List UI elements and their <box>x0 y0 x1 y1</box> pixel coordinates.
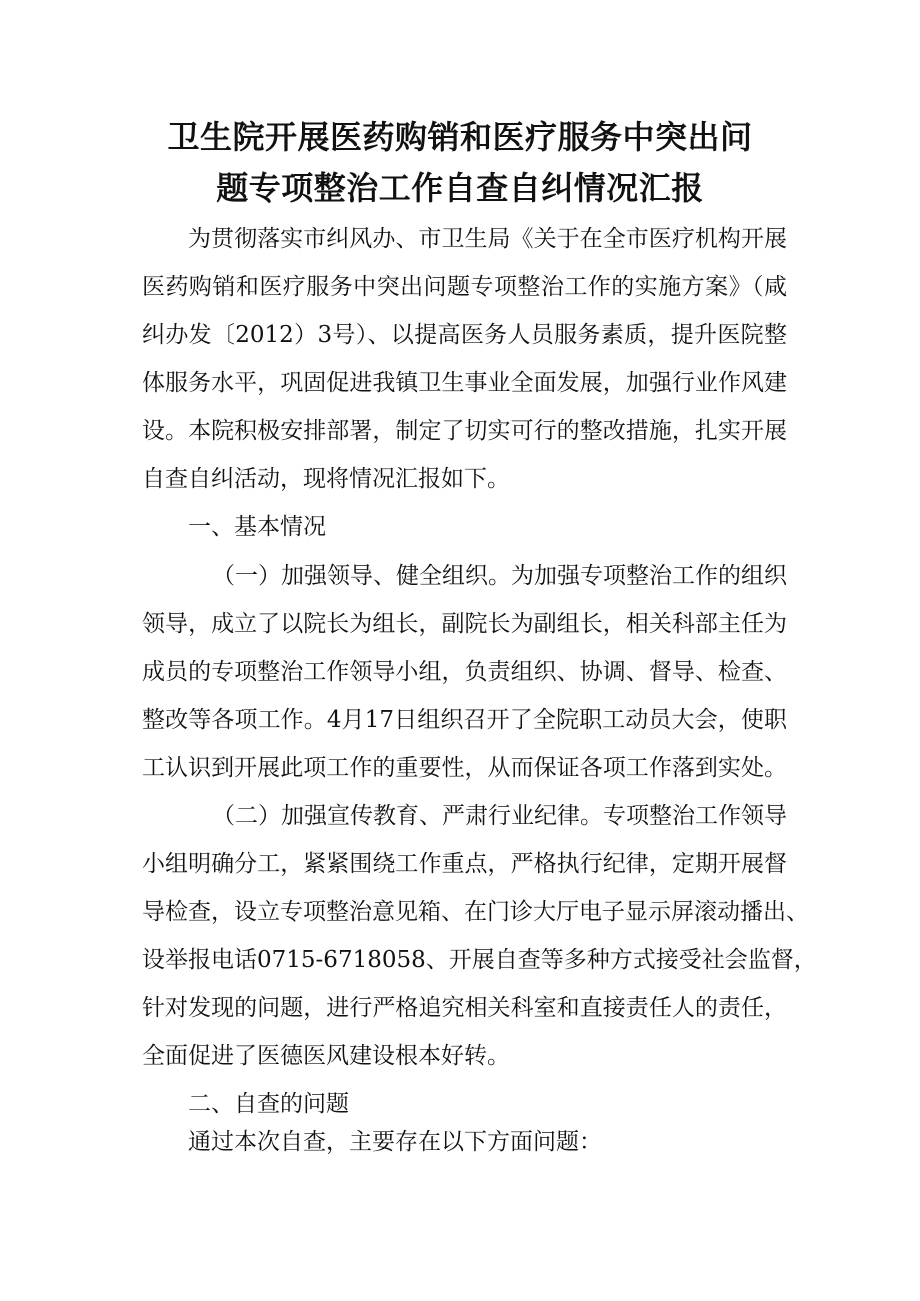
para1-line-3: 成员的专项整治工作领导小组，负责组织、协调、督导、检查、 <box>142 659 787 685</box>
para1-line-2: 领导，成立了以院长为组长，副院长为副组长，相关科部主任为 <box>142 611 787 637</box>
para1-line-5: 工认识到开展此项工作的重要性，从而保证各项工作落到实处。 <box>142 755 787 781</box>
para2-line-6: 全面促进了医德医风建设根本好转。 <box>142 1043 510 1069</box>
intro-line-6: 自查自纠活动，现将情况汇报如下。 <box>142 466 510 492</box>
intro-line-2: 医药购销和医疗服务中突出问题专项整治工作的实施方案》（咸 <box>142 274 787 300</box>
para1-line-1: （一）加强领导、健全组织。为加强专项整治工作的组织 <box>212 563 787 589</box>
para2-line-5: 针对发现的问题，进行严格追究相关科室和直接责任人的责任， <box>142 995 787 1021</box>
intro-line-3: 纠办发〔2012）3号）、以提高医务人员服务素质，提升医院整 <box>142 322 787 348</box>
title-line-2: 题专项整治工作自查自纠情况汇报 <box>216 169 704 207</box>
para2-line-3: 导检查，设立专项整治意见箱、在门诊大厅电子显示屏滚动播出、 <box>142 899 809 925</box>
intro-line-1: 为贯彻落实市纠风办、市卫生局《关于在全市医疗机构开展 <box>188 226 787 252</box>
para2-line-2: 小组明确分工，紧紧围绕工作重点，严格执行纪律，定期开展督 <box>142 851 787 877</box>
intro-line-4: 体服务水平，巩固促进我镇卫生事业全面发展，加强行业作风建 <box>142 370 787 396</box>
section-heading-1: 一、基本情况 <box>188 514 326 540</box>
para2-line-1: （二）加强宣传教育、严肃行业纪律。专项整治工作领导 <box>212 803 787 829</box>
para2-line-4: 设举报电话0715-6718058、开展自查等多种方式接受社会监督， <box>142 947 817 973</box>
issues-intro-line: 通过本次自查，主要存在以下方面问题： <box>188 1129 602 1155</box>
intro-line-5: 设。本院积极安排部署，制定了切实可行的整改措施，扎实开展 <box>142 418 787 444</box>
section-heading-2: 二、自查的问题 <box>188 1091 349 1117</box>
title-line-1: 卫生院开展医药购销和医疗服务中突出问 <box>167 118 753 156</box>
para1-line-4: 整改等各项工作。4月17日组织召开了全院职工动员大会，使职 <box>142 707 787 733</box>
